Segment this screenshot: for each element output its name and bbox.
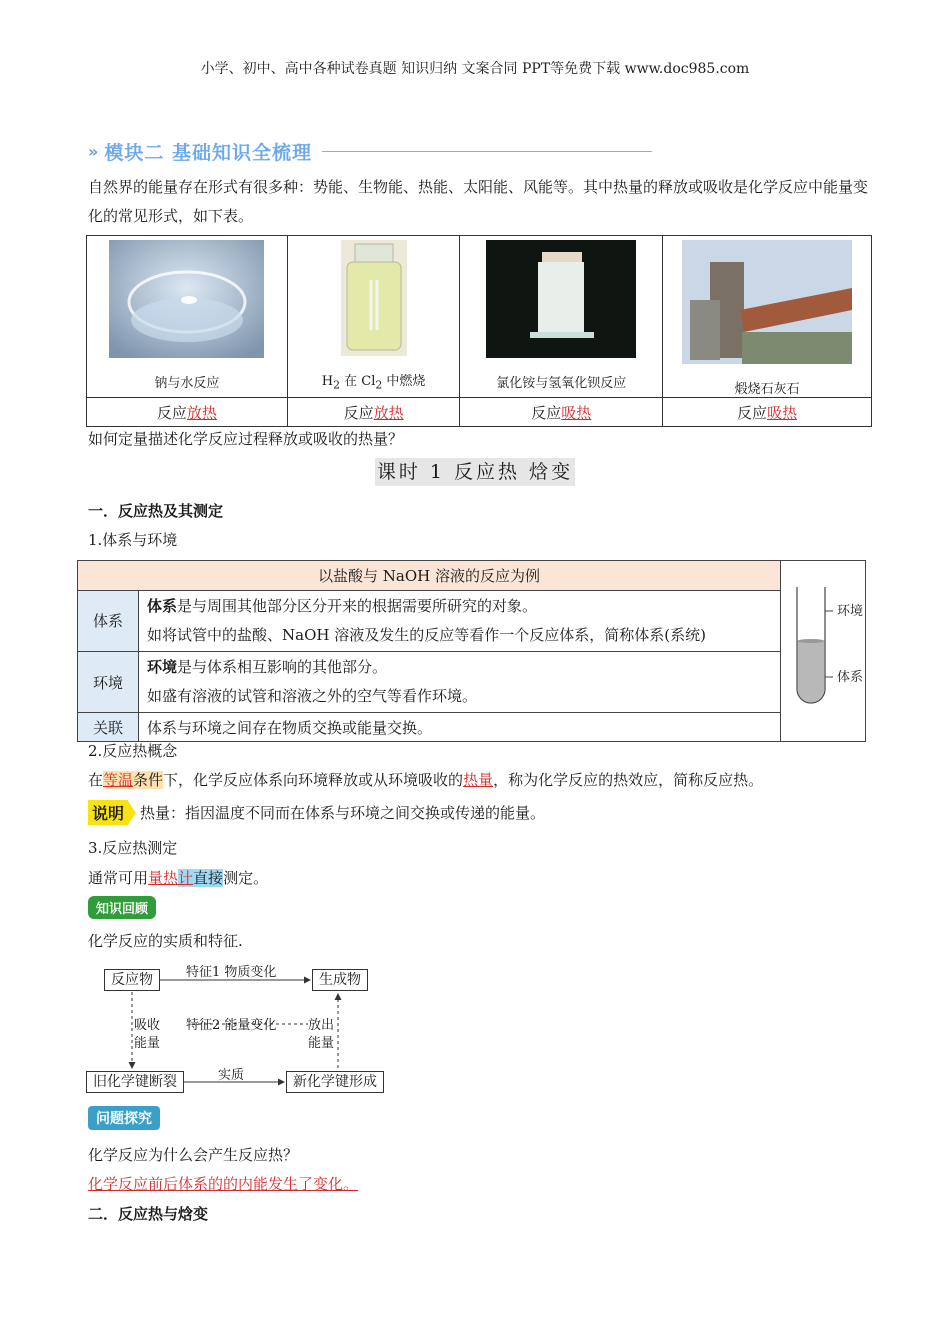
answer-blank: 热量 [463,771,494,789]
section-heading: 二．反应热与焓变 [88,1205,209,1223]
effect-answer: 放热 [373,403,404,422]
text-part: 下，化学反应体系向环境释放或从环境吸收的 [163,771,464,789]
effect-answer: 吸热 [767,403,798,422]
module-heading [88,138,652,164]
sys-label: 体系 [837,670,864,685]
text-part: ，称为化学反应的热效应，简称反应热。 [493,771,764,789]
flow-label-absorb: 吸收 [134,1018,161,1033]
example: 如盛有溶液的试管和溶液之外的空气等看作环境。 [147,687,478,705]
row-label: 体系 [78,590,139,651]
flow-box-product: 生成物 [312,969,368,991]
definition: 是与周围其他部分区分开来的根据需要所研究的对象。 [177,596,538,615]
text-part: 条件 [133,771,164,789]
example-cell-sodium [87,236,288,398]
page-header: 小学、初中、高中各种试卷真题 知识归纳 文案合同 PPT等免费下载 www.doc985.com [200,61,750,77]
text-part: 测定。 [223,869,269,887]
effect-answer: 放热 [186,403,217,422]
row-label: 关联 [78,713,139,742]
module-rule [322,151,652,152]
effect-cell [663,398,872,427]
example-caption: 钠与水反应 [154,376,220,391]
flow-label-feature2: 特征2 能量变化 [186,1018,277,1033]
effect-prefix: 反应 [737,403,768,422]
effect-prefix: 反应 [531,403,562,422]
example-cell-ammonium [460,236,663,398]
caption-subscript: 2 [375,378,383,392]
text-part: 通常可用 [88,869,149,887]
row-content [139,652,781,713]
measure-paragraph [88,867,268,888]
flow-label-absorb-energy: 能量 [134,1036,161,1051]
badge-arrow-icon [128,801,136,825]
subsection-heading: 1.体系与环境 [88,531,178,549]
caption-part: H [321,374,334,389]
note-badge: 说明 [88,800,128,825]
example-caption: 氯化铵与氢氧化钡反应 [496,376,627,391]
answer-blank: 等温 [103,771,134,789]
answer-blank: 计 [178,869,194,887]
note-text: 热量：指因温度不同而在体系与环境之间交换或传递的能量。 [140,804,546,822]
effect-cell [87,398,288,427]
flow-label-essence: 实质 [218,1068,245,1083]
flow-label-release: 放出 [308,1018,335,1033]
intro-paragraph: 自然界的能量存在形式有很多种：势能、生物能、热能、太阳能、风能等。其中热量的释放或吸收是化学反应中能量变化的常见形式，如下表。 [88,178,869,225]
ammonium-chloride-photo [486,240,636,358]
caption-part: 在 Cl [340,374,376,389]
term: 环境 [147,658,178,676]
table-header: 以盐酸与 NaOH 溶液的反应为例 [78,561,781,591]
caption-part: 中燃烧 [382,374,426,389]
module-title: 模块二 基础知识全梳理 [104,141,312,164]
flow-box-new-bond: 新化学键形成 [286,1071,384,1093]
example-cell-hydrogen [287,236,460,398]
explore-badge: 问题探究 [88,1106,160,1130]
row-content [139,590,781,651]
term: 体系 [147,596,178,615]
sodium-water-photo [109,240,264,358]
limestone-kiln-photo [682,240,852,364]
flow-box-old-bond: 旧化学键断裂 [86,1071,184,1093]
effect-prefix: 反应 [343,403,374,422]
flow-label-feature1: 特征1 物质变化 [186,965,277,980]
effect-answer: 吸热 [561,403,592,422]
subsection-heading: 2.反应热概念 [88,742,178,760]
examples-table [86,235,872,427]
caption-subscript: 2 [333,378,340,392]
definition: 是与体系相互影响的其他部分。 [177,658,388,676]
lesson-title: 课时 1 反应热 焓变 [375,458,575,486]
test-tube-diagram [781,561,865,737]
text-part: 在 [88,771,104,789]
effect-cell [287,398,460,427]
text-part: 直接 [193,869,224,887]
effect-cell [460,398,663,427]
example-cell-limestone [663,236,872,398]
flow-box-reactant: 反应物 [104,969,160,991]
flow-label-release-energy: 能量 [308,1036,335,1051]
example-caption: 煅烧石灰石 [734,382,800,397]
question-text: 如何定量描述化学反应过程释放或吸收的热量？ [88,430,404,448]
reaction-flow-diagram [86,962,386,1098]
effect-prefix: 反应 [156,403,187,422]
question-text: 化学反应为什么会产生反应热？ [88,1146,299,1164]
example-caption [288,370,460,392]
section-heading: 一．反应热及其测定 [88,502,224,520]
review-text: 化学反应的实质和特征. [88,932,243,950]
system-environment-table [77,560,866,742]
concept-paragraph [88,769,763,790]
subsection-heading: 3.反应热测定 [88,839,178,857]
row-label: 环境 [78,652,139,713]
row-content: 体系与环境之间存在物质交换或能量交换。 [139,713,781,742]
answer-text: 化学反应前后体系的的内能发生了变化。 [88,1175,359,1193]
double-chevron-icon: » [88,141,99,161]
review-badge: 知识回顾 [88,896,156,919]
note-line [88,800,545,825]
example: 如将试管中的盐酸、NaOH 溶液及发生的反应等看作一个反应体系，简称体系(系统) [147,625,706,644]
answer-blank: 量热 [148,869,179,887]
hydrogen-chlorine-photo [341,240,407,356]
env-label: 环境 [837,604,864,619]
test-tube-diagram-cell [781,561,866,742]
